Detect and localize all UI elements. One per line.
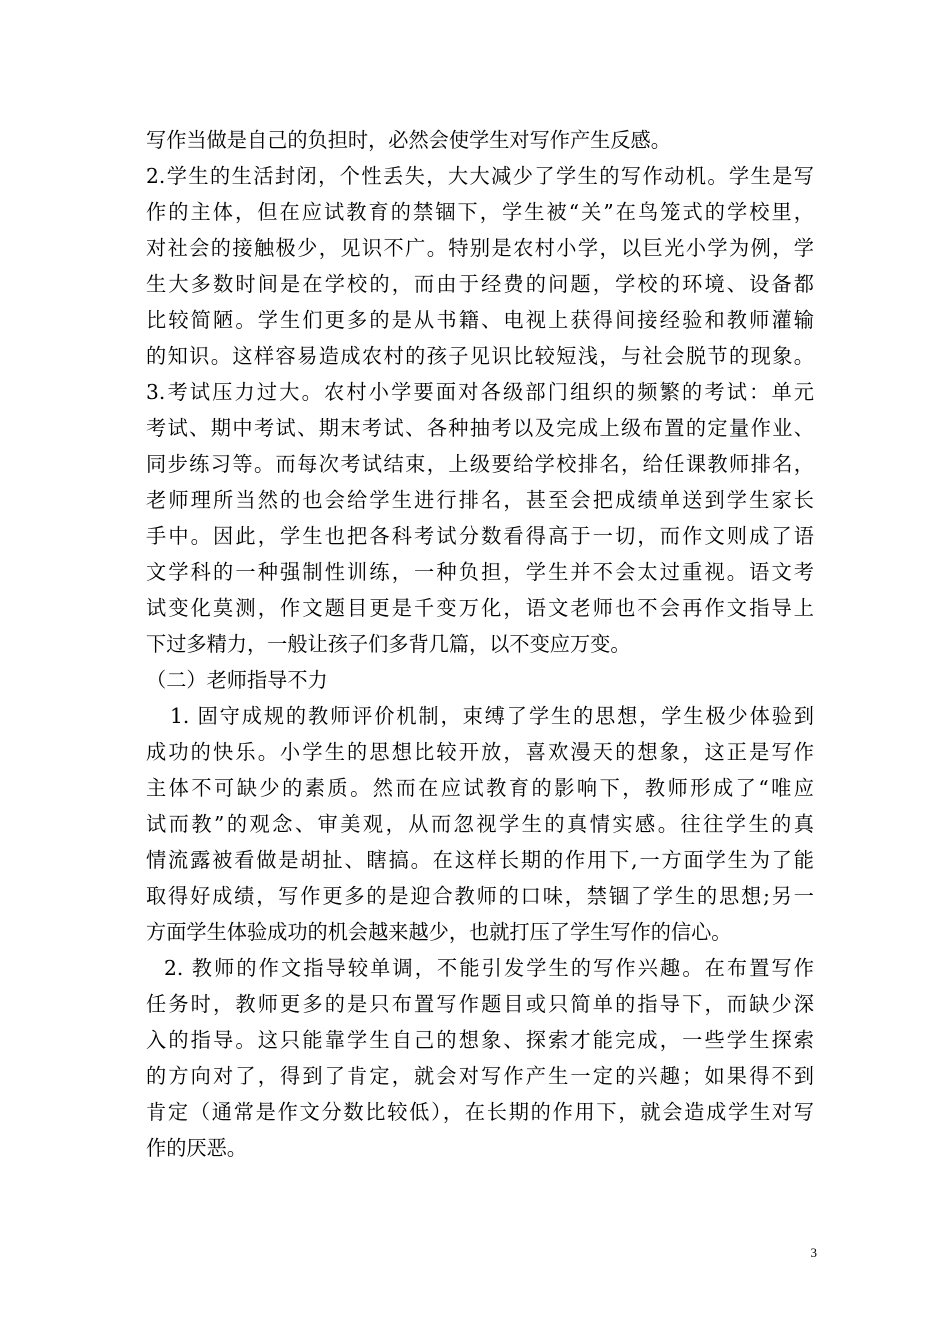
text-line: 作的厌恶。 bbox=[146, 1136, 247, 1160]
text-line: 文学科的一种强制性训练，一种负担，学生并不会太过重视。语文考 bbox=[146, 560, 814, 584]
text-line: 任务时，教师更多的是只布置写作题目或只简单的指导下，而缺少深 bbox=[146, 992, 814, 1016]
text-line: 3.考试压力过大。农村小学要面对各级部门组织的频繁的考试：单元 bbox=[146, 380, 814, 404]
text-line: 情流露被看做是胡扯、瞎搞。在这样长期的作用下,一方面学生为了能 bbox=[146, 848, 814, 872]
text-line: 作的主体，但在应试教育的禁锢下，学生被“关”在鸟笼式的学校里， bbox=[146, 200, 814, 224]
text-line: 2.学生的生活封闭，个性丢失，大大减少了学生的写作动机。学生是写 bbox=[146, 164, 814, 188]
text-line: 试变化莫测，作文题目更是千变万化，语文老师也不会再作文指导上 bbox=[146, 596, 814, 620]
text-line: 的知识。这样容易造成农村的孩子见识比较短浅，与社会脱节的现象。 bbox=[146, 344, 814, 368]
text-line: 取得好成绩，写作更多的是迎合教师的口味，禁锢了学生的思想;另一 bbox=[146, 884, 814, 908]
text-line: 老师理所当然的也会给学生进行排名，甚至会把成绩单送到学生家长 bbox=[146, 488, 814, 512]
text-line: 1. 固守成规的教师评价机制，束缚了学生的思想，学生极少体验到 bbox=[170, 704, 814, 728]
text-line: 比较简陋。学生们更多的是从书籍、电视上获得间接经验和教师灌输 bbox=[146, 308, 814, 332]
text-line: 考试、期中考试、期末考试、各种抽考以及完成上级布置的定量作业、 bbox=[146, 416, 814, 440]
text-line: 试而教”的观念、审美观，从而忽视学生的真情实感。往往学生的真 bbox=[146, 812, 814, 836]
text-line: 的方向对了，得到了肯定，就会对写作产生一定的兴趣；如果得不到 bbox=[146, 1064, 814, 1088]
text-line: 下过多精力，一般让孩子们多背几篇，以不变应万变。 bbox=[146, 632, 631, 656]
text-line: 成功的快乐。小学生的思想比较开放，喜欢漫天的想象，这正是写作 bbox=[146, 740, 814, 764]
section-heading: （二）老师指导不力 bbox=[146, 668, 328, 692]
text-line: 入的指导。这只能靠学生自己的想象、探索才能完成，一些学生探索 bbox=[146, 1028, 814, 1052]
text-line: 手中。因此，学生也把各科考试分数看得高于一切，而作文则成了语 bbox=[146, 524, 814, 548]
page-number: 3 bbox=[810, 1245, 817, 1260]
text-line: 2. 教师的作文指导较单调，不能引发学生的写作兴趣。在布置写作 bbox=[164, 956, 814, 980]
text-line: 肯定（通常是作文分数比较低），在长期的作用下，就会造成学生对写 bbox=[146, 1100, 814, 1124]
body-text bbox=[146, 122, 814, 1166]
text-line: 方面学生体验成功的机会越来越少，也就打压了学生写作的信心。 bbox=[146, 920, 732, 944]
text-line: 对社会的接触极少，见识不广。特别是农村小学，以巨光小学为例，学 bbox=[146, 236, 814, 260]
text-line: 同步练习等。而每次考试结束，上级要给学校排名，给任课教师排名， bbox=[146, 452, 814, 476]
text-line: 生大多数时间是在学校的，而由于经费的问题，学校的环境、设备都 bbox=[146, 272, 814, 296]
text-line: 写作当做是自己的负担时，必然会使学生对写作产生反感。 bbox=[146, 128, 671, 152]
text-line: 主体不可缺少的素质。然而在应试教育的影响下，教师形成了“唯应 bbox=[146, 776, 814, 800]
